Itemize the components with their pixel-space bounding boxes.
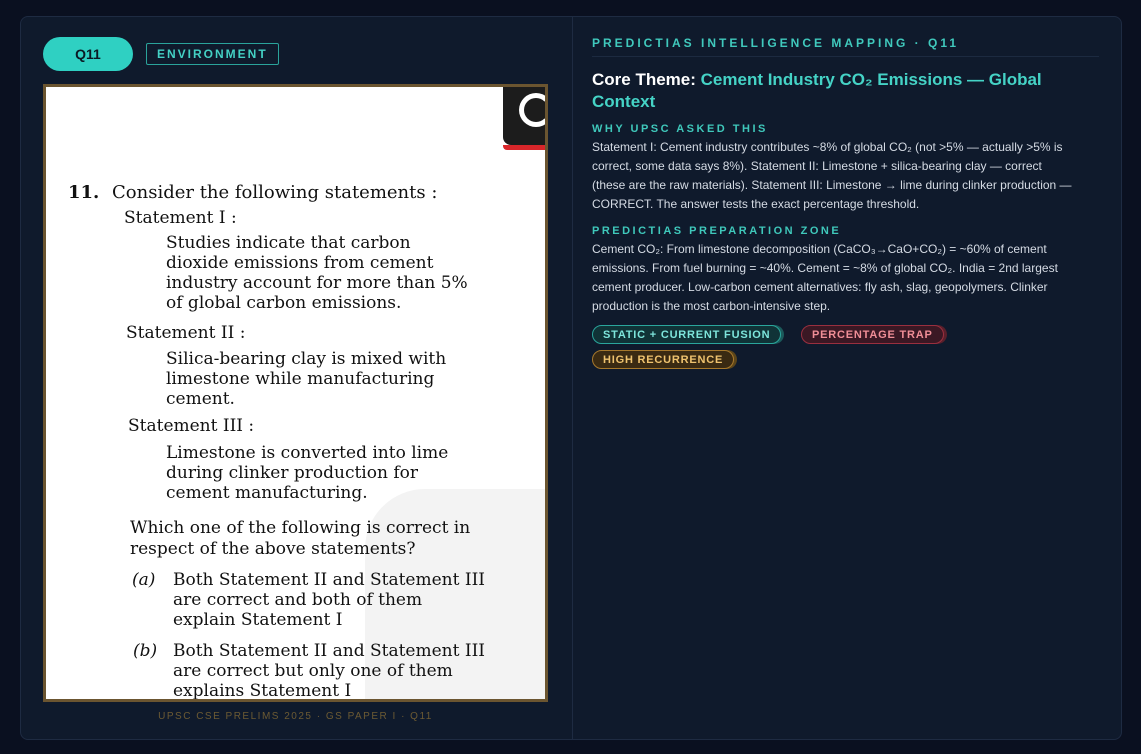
question-number-badge[interactable]: Q11	[43, 37, 133, 71]
option-b-label: (b)	[133, 641, 158, 661]
option-b-line: explains Statement I	[173, 681, 352, 701]
question-paper-image	[43, 84, 548, 702]
option-b-text	[173, 641, 491, 701]
statement-1-line: dioxide emissions from cement	[166, 253, 434, 273]
option-a-label: (a)	[132, 570, 156, 590]
prep-zone-text	[592, 240, 1104, 316]
statement-3-line: during clinker production for	[166, 463, 418, 483]
option-b-line: Both Statement II and Statement III	[173, 641, 486, 661]
core-theme-label: Core Theme:	[592, 70, 701, 89]
core-theme	[592, 69, 1082, 113]
statement-2-heading: Statement II :	[126, 323, 246, 343]
statement-1-heading: Statement I :	[124, 208, 237, 228]
statement-1-line: Studies indicate that carbon	[166, 233, 411, 253]
prep-zone-line: cement producer. Low-carbon cement alternatives: fly ash, slag, geopolymers. Clinker	[592, 280, 1048, 294]
question-prompt	[130, 518, 490, 560]
option-a-text	[173, 570, 491, 630]
publisher-logo	[503, 87, 545, 145]
question-panel	[21, 17, 573, 739]
statement-1-text	[166, 233, 488, 313]
why-asked-line: correct, some data says 8%). Statement II: Limestone + silica-bearing clay — correct	[592, 159, 1042, 173]
statement-3-text	[166, 443, 488, 503]
statement-2-line: Silica-bearing clay is mixed with	[166, 349, 447, 369]
statement-3-heading: Statement III :	[128, 416, 255, 436]
option-a-line: Both Statement II and Statement III	[173, 570, 486, 590]
question-prompt-line: respect of the above statements?	[130, 539, 416, 559]
logo-ring-icon	[519, 93, 548, 127]
prep-zone-line: emissions. From fuel burning = ~40%. Cement = ~8% of global CO₂. India = 2nd largest	[592, 261, 1058, 275]
analysis-panel	[592, 17, 1121, 739]
question-prompt-line: Which one of the following is correct in	[130, 518, 471, 538]
option-b-line: are correct but only one of them	[173, 661, 453, 681]
statement-1-line: industry account for more than 5%	[166, 273, 468, 293]
statement-1-line: of global carbon emissions.	[166, 293, 402, 313]
why-asked-line: CORRECT. The answer tests the exact percentage threshold.	[592, 197, 920, 211]
why-asked-line: (these are the raw materials). Statement III: Limestone → lime during clinker production —	[592, 178, 1072, 192]
statement-2-line: limestone while manufacturing	[166, 369, 435, 389]
logo-accent-bar	[503, 145, 545, 150]
prep-zone-heading: PREDICTIAS PREPARATION ZONE	[592, 225, 842, 237]
core-theme-title: Cement Industry CO₂ Emissions — Global Context	[592, 70, 1042, 111]
why-asked-heading: WHY UPSC ASKED THIS	[592, 123, 768, 135]
why-asked-text	[592, 138, 1104, 214]
question-number: 11.	[68, 182, 100, 203]
category-badge: ENVIRONMENT	[146, 43, 279, 65]
tag-percentage-trap[interactable]: PERCENTAGE TRAP	[801, 325, 944, 344]
question-stem: Consider the following statements :	[112, 182, 438, 203]
question-card	[20, 16, 1122, 740]
tag-high-recurrence[interactable]: HIGH RECURRENCE	[592, 350, 734, 369]
statement-3-line: cement manufacturing.	[166, 483, 368, 503]
statement-2-text	[166, 349, 488, 409]
option-a-line: explain Statement I	[173, 610, 343, 630]
statement-2-line: cement.	[166, 389, 235, 409]
source-footer: UPSC CSE PRELIMS 2025 · GS PAPER I · Q11	[158, 711, 433, 722]
tag-static-current-fusion[interactable]: STATIC + CURRENT FUSION	[592, 325, 781, 344]
analysis-header: PREDICTIAS INTELLIGENCE MAPPING · Q11	[592, 36, 1099, 57]
why-asked-line: Statement I: Cement industry contributes ~8% of global CO₂ (not >5% — actually >5% is	[592, 140, 1063, 154]
prep-zone-line: production is the most carbon-intensive step.	[592, 299, 831, 313]
statement-3-line: Limestone is converted into lime	[166, 443, 449, 463]
option-a-line: are correct and both of them	[173, 590, 423, 610]
prep-zone-line: Cement CO₂: From limestone decomposition (CaCO₃→CaO+CO₂) = ~60% of cement	[592, 242, 1047, 256]
